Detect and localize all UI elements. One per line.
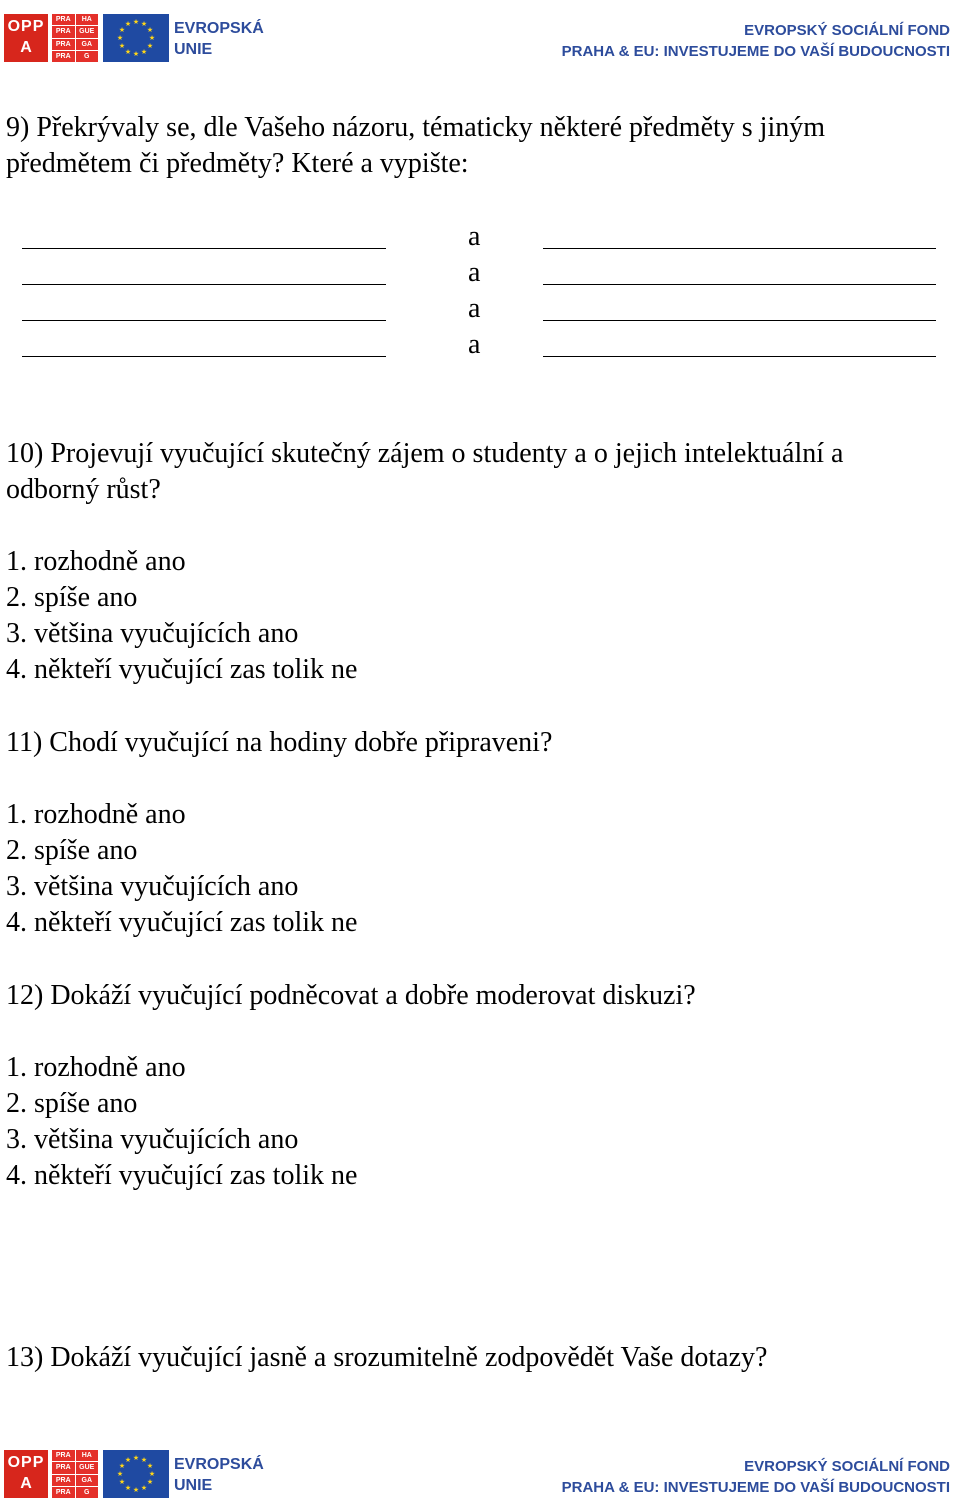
oppa-logo — [4, 1450, 48, 1498]
svg-text:★: ★ — [124, 1456, 132, 1464]
prague-logo — [52, 14, 98, 62]
prague-logo-cell: GUE — [76, 26, 99, 37]
svg-text:★: ★ — [124, 48, 132, 56]
answer-option[interactable]: 1. rozhodně ano — [6, 1052, 186, 1083]
prague-logo-cell: G — [76, 1487, 99, 1498]
svg-text:★: ★ — [146, 42, 154, 50]
answer-option[interactable]: 2. spíše ano — [6, 1088, 138, 1119]
svg-text:★: ★ — [140, 20, 148, 28]
svg-text:★: ★ — [132, 50, 140, 58]
conjunction-label: a — [468, 221, 481, 252]
answer-option[interactable]: 3. většina vyučujících ano — [6, 1124, 299, 1155]
oppa-logo-text: OPP — [7, 18, 45, 35]
oppa-logo-text: OPP — [7, 1454, 45, 1471]
prague-logo-cell: PRA — [52, 14, 75, 25]
eu-label-line2: UNIE — [174, 1477, 213, 1494]
svg-text:★: ★ — [118, 42, 126, 50]
answer-option[interactable]: 4. někteří vyučující zas tolik ne — [6, 1160, 358, 1191]
svg-text:★: ★ — [124, 1484, 132, 1492]
q13-text-line1: 13) Dokáží vyučující jasně a srozumitelně zodpovědět Vaše dotazy? — [6, 1342, 768, 1373]
oppa-logo — [4, 14, 48, 62]
svg-text:★: ★ — [148, 1470, 156, 1478]
prague-logo-cell: PRA — [52, 1487, 75, 1498]
prague-logo-cell: HA — [76, 14, 99, 25]
prague-logo-cell: GA — [76, 39, 99, 50]
eu-label-line1: EVROPSKÁ — [174, 20, 264, 37]
answer-blank-right[interactable] — [543, 284, 936, 285]
svg-text:★: ★ — [146, 1462, 154, 1470]
svg-text:★: ★ — [132, 1454, 140, 1462]
esf-label-line1: EVROPSKÝ SOCIÁLNÍ FOND — [744, 22, 950, 39]
conjunction-label: a — [468, 257, 481, 288]
header-banner — [0, 0, 960, 70]
svg-text:★: ★ — [140, 1484, 148, 1492]
eu-label-line1: EVROPSKÁ — [174, 1456, 264, 1473]
svg-text:★: ★ — [146, 1478, 154, 1486]
q11-text-line1: 11) Chodí vyučující na hodiny dobře připraveni? — [6, 727, 553, 758]
esf-label — [562, 1456, 950, 1498]
footer-banner — [0, 1436, 960, 1506]
answer-blank-right[interactable] — [543, 320, 936, 321]
q10-text-line2: odborný růst? — [6, 474, 161, 505]
answer-blank-left[interactable] — [22, 284, 386, 285]
prague-logo-cell: PRA — [52, 1450, 75, 1461]
svg-text:★: ★ — [124, 20, 132, 28]
prague-logo-cell: PRA — [52, 1462, 75, 1473]
prague-logo-cell: PRA — [52, 51, 75, 62]
svg-text:★: ★ — [118, 1478, 126, 1486]
conjunction-label: a — [468, 293, 481, 324]
esf-label — [562, 20, 950, 62]
answer-option[interactable]: 2. spíše ano — [6, 835, 138, 866]
svg-text:★: ★ — [118, 26, 126, 34]
svg-text:★: ★ — [132, 1486, 140, 1494]
q10-text-line1: 10) Projevují vyučující skutečný zájem o studenty a o jejich intelektuální a — [6, 438, 844, 469]
oppa-logo-sub: A — [20, 39, 32, 56]
prague-logo-cell: PRA — [52, 39, 75, 50]
eu-flag-icon — [103, 14, 169, 62]
prague-logo-cell: HA — [76, 1450, 99, 1461]
prague-logo-cell: GA — [76, 1475, 99, 1486]
conjunction-label: a — [468, 329, 481, 360]
svg-text:★: ★ — [140, 1456, 148, 1464]
svg-text:★: ★ — [116, 1470, 124, 1478]
answer-option[interactable]: 2. spíše ano — [6, 582, 138, 613]
svg-text:★: ★ — [140, 48, 148, 56]
answer-blank-left[interactable] — [22, 320, 386, 321]
esf-label-line2: PRAHA & EU: INVESTUJEME DO VAŠÍ BUDOUCNOSTI — [561, 1479, 950, 1496]
answer-blank-left[interactable] — [22, 356, 386, 357]
eu-label — [174, 1454, 264, 1496]
answer-option[interactable]: 1. rozhodně ano — [6, 546, 186, 577]
answer-blank-left[interactable] — [22, 248, 386, 249]
prague-logo-cell: PRA — [52, 26, 75, 37]
svg-text:★: ★ — [132, 18, 140, 26]
prague-logo-cell: GUE — [76, 1462, 99, 1473]
answer-blank-right[interactable] — [543, 356, 936, 357]
q9-text-line1: 9) Překrývaly se, dle Vašeho názoru, tématicky některé předměty s jiným — [6, 112, 826, 143]
q12-text-line1: 12) Dokáží vyučující podněcovat a dobře moderovat diskuzi? — [6, 980, 696, 1011]
eu-flag-icon — [103, 1450, 169, 1498]
answer-blank-right[interactable] — [543, 248, 936, 249]
eu-label-line2: UNIE — [174, 41, 213, 58]
esf-label-line2: PRAHA & EU: INVESTUJEME DO VAŠÍ BUDOUCNOSTI — [561, 43, 950, 60]
answer-option[interactable]: 1. rozhodně ano — [6, 799, 186, 830]
oppa-logo-sub: A — [20, 1475, 32, 1492]
answer-option[interactable]: 3. většina vyučujících ano — [6, 871, 299, 902]
q9-text-line2: předmětem či předměty? Které a vypište: — [6, 148, 469, 179]
eu-label — [174, 18, 264, 60]
prague-logo — [52, 1450, 98, 1498]
prague-logo-cell: PRA — [52, 1475, 75, 1486]
esf-label-line1: EVROPSKÝ SOCIÁLNÍ FOND — [744, 1458, 950, 1475]
answer-option[interactable]: 3. většina vyučujících ano — [6, 618, 299, 649]
svg-text:★: ★ — [148, 34, 156, 42]
prague-logo-cell: G — [76, 51, 99, 62]
answer-option[interactable]: 4. někteří vyučující zas tolik ne — [6, 907, 358, 938]
svg-text:★: ★ — [146, 26, 154, 34]
answer-option[interactable]: 4. někteří vyučující zas tolik ne — [6, 654, 358, 685]
svg-text:★: ★ — [118, 1462, 126, 1470]
svg-text:★: ★ — [116, 34, 124, 42]
